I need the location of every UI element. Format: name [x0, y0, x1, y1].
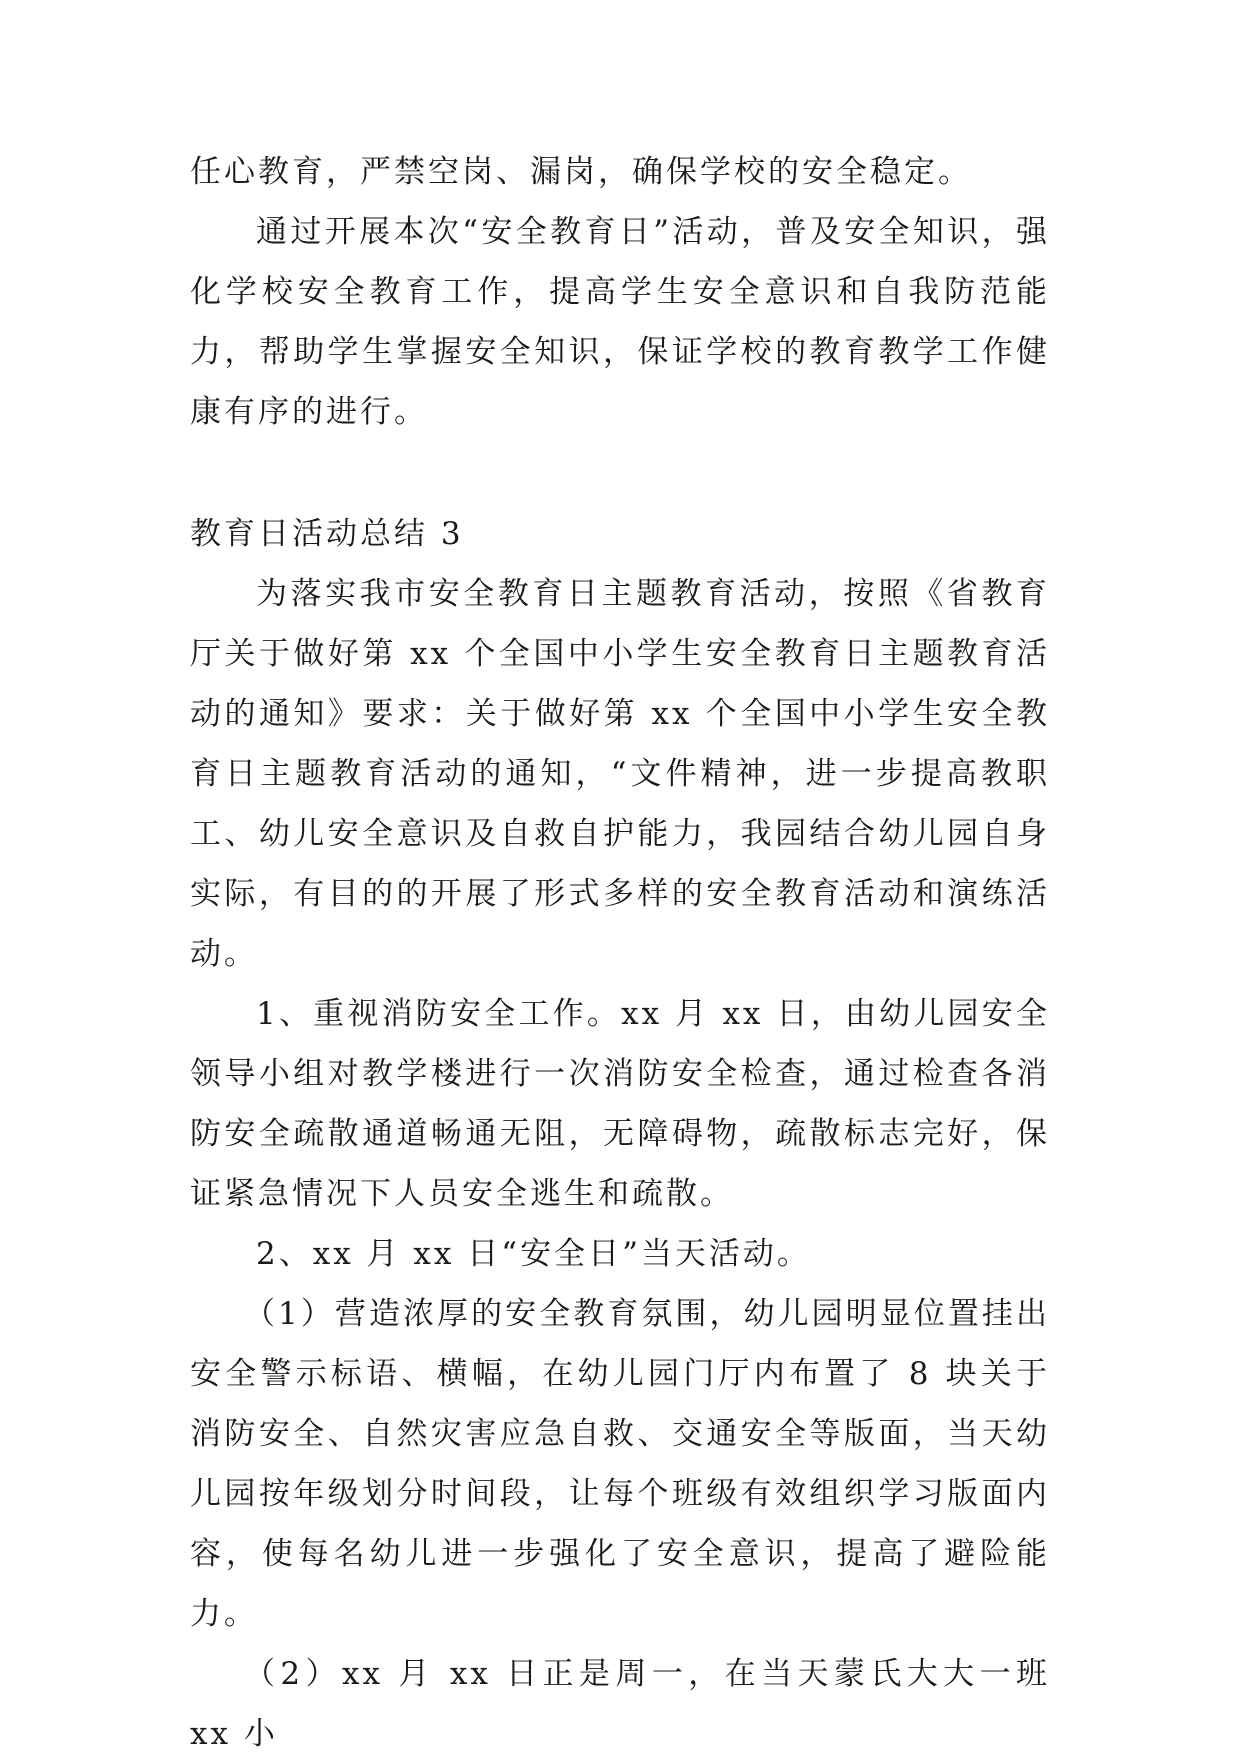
- text-section-top: [190, 142, 1050, 442]
- paragraph-subitem-2: （2）xx 月 xx 日正是周一，在当天蒙氏大大一班 xx 小: [190, 1656, 1050, 1752]
- paragraph-subitem-1: （1）营造浓厚的安全教育氛围，幼儿园明显位置挂出安全警示标语、横幅，在幼儿园门厅内布置了 8 块关于消防安全、自然灾害应急自救、交通安全等版面，当天幼儿园按年级划分时间段，让每个班级有效组织学习版面内容，使每名幼儿进一步强化了安全意识，提高了避险能力。: [190, 1296, 1050, 1632]
- paragraph-item-1: 1、重视消防安全工作。xx 月 xx 日，由幼儿园安全领导小组对教学楼进行一次消防安全检查，通过检查各消防安全疏散通道畅通无阻，无障碍物，疏散标志完好，保证紧急情况下人员安全逃生和疏散。: [190, 996, 1050, 1212]
- paragraph-intro: 为落实我市安全教育日主题教育活动，按照《省教育厅关于做好第 xx 个全国中小学生安全教育日主题教育活动的通知》要求：关于做好第 xx 个全国中小学生安全教育日主题教育活动的通知，“文件精神，进一步提高教职工、幼儿安全意识及自救自护能力，我园结合幼儿园自身实际，有目的的开展了形式多样的安全教育活动和演练活动。: [190, 576, 1050, 972]
- section-heading: 教育日活动总结 3: [190, 516, 464, 552]
- paragraph-continuation: 任心教育，严禁空岗、漏岗，确保学校的安全稳定。: [190, 154, 972, 190]
- paragraph-item-2: 2、xx 月 xx 日“安全日”当天活动。: [256, 1236, 811, 1272]
- paragraph-summary: 通过开展本次“安全教育日”活动，普及安全知识，强化学校安全教育工作，提高学生安全意识和自我防范能力，帮助学生掌握安全知识，保证学校的教育教学工作健康有序的进行。: [190, 214, 1050, 430]
- text-section-main: [190, 504, 1050, 1764]
